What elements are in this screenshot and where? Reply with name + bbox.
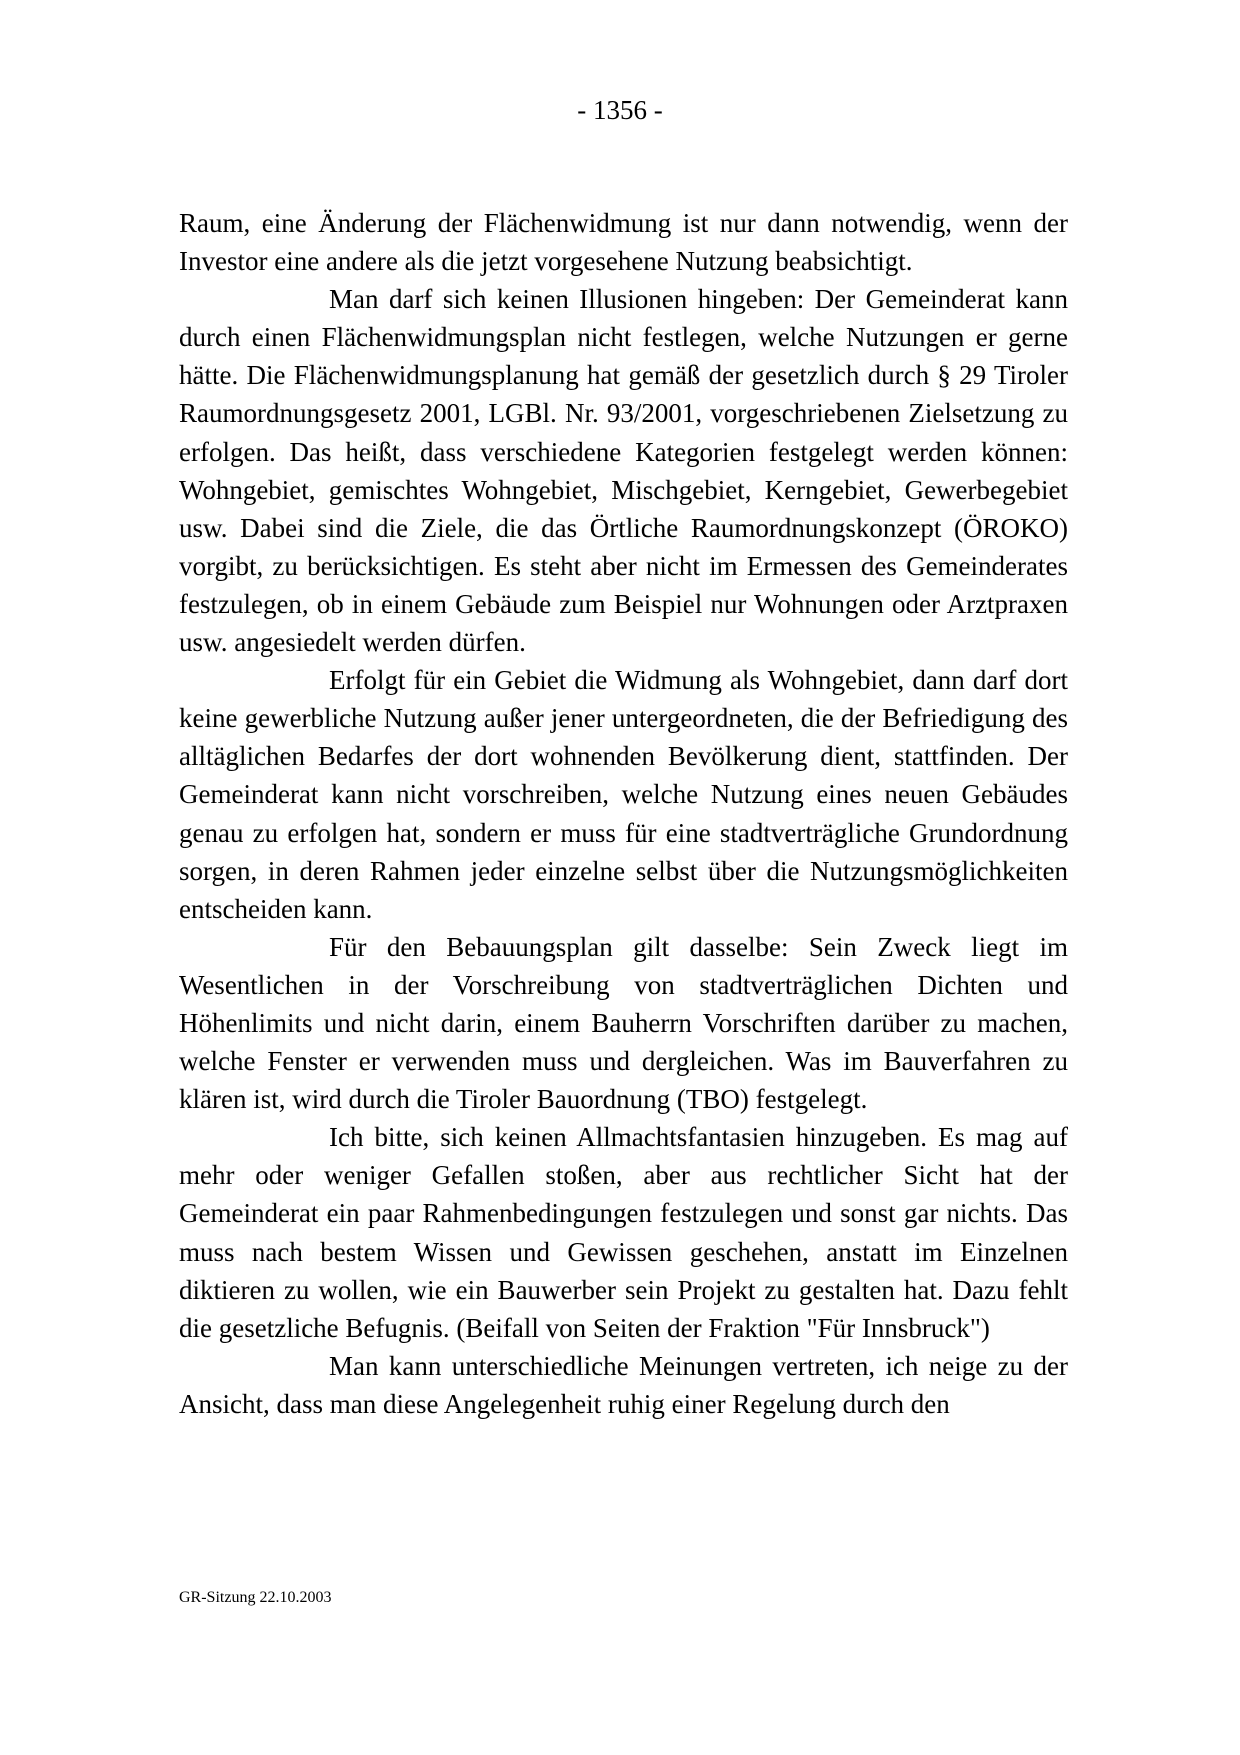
paragraph-1: Raum, eine Änderung der Flächenwidmung ist nur dann notwendig, wenn der Investor eine andere als die jetzt vorgesehene Nutzung beabsichtigt. <box>179 208 1068 277</box>
paragraph-2: Man darf sich keinen Illusionen hingeben: Der Gemeinderat kann durch einen Flächenwidmungsplan nicht festlegen, welche Nutzungen er gerne hätte. Die Flächenwidmungsplanung hat gemäß der gesetzlich durch § 29 Tiroler Raumordnungsgesetz 2001, LGBl. Nr. 93/2001, vorgeschriebenen Zielsetzung zu erfolgen. Das heißt, dass verschiedene Kategorien festgelegt werden können: Wohngebiet, gemischtes Wohngebiet, Mischgebiet, Kerngebiet, Gewerbegebiet usw. Dabei sind die Ziele, die das Örtliche Raumordnungskonzept (ÖROKO) vorgibt, zu berücksichtigen. Es steht aber nicht im Ermessen des Gemeinderates festzulegen, ob in einem Gebäude zum Beispiel nur Wohnungen oder Arztpraxen usw. angesiedelt werden dürfen. <box>179 284 1068 658</box>
paragraph-3: Erfolgt für ein Gebiet die Widmung als Wohngebiet, dann darf dort keine gewerbliche Nutzung außer jener untergeordneten, die der Befriedigung des alltäglichen Bedarfes der dort wohnenden Bevölkerung dient, stattfinden. Der Gemeinderat kann nicht vorschreiben, welche Nutzung eines neuen Gebäudes genau zu erfolgen hat, sondern er muss für eine stadtverträgliche Grundordnung sorgen, in deren Rahmen jeder einzelne selbst über die Nutzungsmöglichkeiten entscheiden kann. <box>179 665 1068 924</box>
body-text <box>179 204 1068 1423</box>
paragraph-6: Man kann unterschiedliche Meinungen vertreten, ich neige zu der Ansicht, dass man diese Angelegenheit ruhig einer Regelung durch den <box>179 1350 1068 1419</box>
paragraph-4: Für den Bebauungsplan gilt dasselbe: Sein Zweck liegt im Wesentlichen in der Vorschreibung von stadtverträglichen Dichten und Höhenlimits und nicht darin, einem Bauherrn Vorschriften darüber zu machen, welche Fenster er verwenden muss und dergleichen. Was im Bauverfahren zu klären ist, wird durch die Tiroler Bauordnung (TBO) festgelegt. <box>179 931 1068 1115</box>
page-number: - 1356 - <box>577 95 663 125</box>
footer-session-date: GR-Sitzung 22.10.2003 <box>179 1589 332 1606</box>
paragraph-5: Ich bitte, sich keinen Allmachtsfantasien hinzugeben. Es mag auf mehr oder weniger Gefallen stoßen, aber aus rechtlicher Sicht hat der Gemeinderat ein paar Rahmenbedingungen festzulegen und sonst gar nichts. Das muss nach bestem Wissen und Gewissen geschehen, anstatt im Einzelnen diktieren zu wollen, wie ein Bauwerber sein Projekt zu gestalten hat. Dazu fehlt die gesetzliche Befugnis. (Beifall von Seiten der Fraktion "Für Innsbruck") <box>179 1122 1068 1343</box>
